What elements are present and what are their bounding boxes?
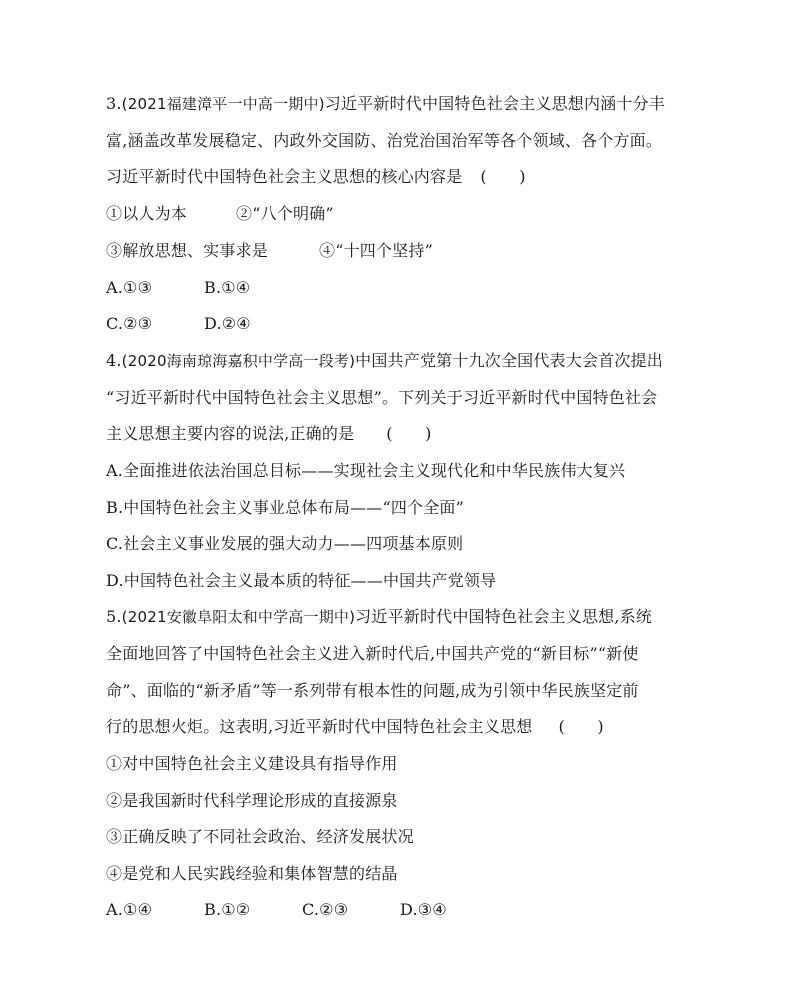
choice-item: A.①④ (106, 900, 153, 919)
question-3-choices-row-2 (106, 314, 251, 334)
choice-item: D.中国特色社会主义最本质的特征——中国共产党领导 (106, 571, 497, 590)
question-3-statements-row-2 (106, 241, 433, 261)
question-number: 5. (106, 607, 122, 626)
question-stem: 习近平新时代中国特色社会主义思想的核心内容是 (106, 167, 463, 186)
question-3-statements-row-1 (106, 204, 334, 224)
choice-item: D.③④ (400, 900, 447, 919)
statement-item: ②是我国新时代科学理论形成的直接源泉 (106, 791, 398, 810)
question-stem: 中国共产党第十九次全国代表大会首次提出 (355, 351, 663, 370)
statement-item: ①对中国特色社会主义建设具有指导作用 (106, 754, 398, 773)
choice-item: B.①④ (204, 278, 251, 297)
choice-item: C.社会主义事业发展的强大动力——四项基本原则 (106, 534, 464, 553)
choice-item: D.②④ (204, 314, 251, 333)
statement-item: ④是党和人民实践经验和集体智慧的结晶 (106, 864, 398, 883)
question-number: 3. (106, 94, 122, 113)
question-number: 4. (106, 351, 122, 370)
question-source: (2021安徽阜阳太和中学高一期中) (121, 608, 356, 626)
question-stem: 习近平新时代中国特色社会主义思想内涵十分丰 (324, 94, 665, 113)
question-5-choices-row (106, 900, 447, 920)
question-5-line-2: 全面地回答了中国特色社会主义进入新时代后,中国共产党的“新目标”“新使 (106, 644, 639, 663)
question-3-line-3 (106, 167, 526, 187)
statement-item: ①以人为本 (106, 204, 188, 223)
question-5-line-1 (106, 607, 652, 627)
answer-paren: ( ) (480, 167, 526, 186)
question-stem: 主义思想主要内容的说法,正确的是 (106, 424, 355, 443)
answer-paren: ( ) (558, 717, 604, 736)
statement-item: ②“八个明确” (236, 204, 334, 223)
question-source: (2020海南琼海嘉积中学高一段考) (121, 352, 356, 370)
question-stem: 行的思想火炬。这表明,习近平新时代中国特色社会主义思想 (106, 717, 533, 736)
statement-item: ③解放思想、实事求是 (106, 241, 269, 260)
question-stem: 习近平新时代中国特色社会主义思想,系统 (355, 607, 653, 626)
choice-item: C.②③ (302, 900, 349, 919)
question-3-line-2: 富,涵盖改革发展稳定、内政外交国防、治党治国治军等各个领域、各个方面。 (106, 131, 663, 150)
statement-item: ④“十四个坚持” (319, 241, 433, 260)
question-4-line-3 (106, 424, 432, 444)
answer-paren: ( ) (386, 424, 432, 443)
choice-item: A.全面推进依法治国总目标——实现社会主义现代化和中华民族伟大复兴 (106, 461, 626, 480)
choice-item: B.①② (204, 900, 251, 919)
choice-item: B.中国特色社会主义事业总体布局——“四个全面” (106, 498, 465, 517)
statement-item: ③正确反映了不同社会政治、经济发展状况 (106, 827, 414, 846)
question-5-line-3: 命”、面临的“新矛盾”等一系列带有根本性的问题,成为引领中华民族坚定前 (106, 681, 639, 700)
question-4-line-1 (106, 351, 663, 371)
question-source: (2021福建漳平一中高一期中) (121, 95, 325, 113)
question-5-line-4 (106, 717, 604, 737)
question-3-choices-row-1 (106, 278, 250, 298)
question-3-line-1 (106, 94, 665, 114)
choice-item: A.①③ (106, 278, 153, 297)
question-4-line-2: “习近平新时代中国特色社会主义思想”。下列关于习近平新时代中国特色社会 (106, 388, 658, 407)
choice-item: C.②③ (106, 314, 153, 333)
